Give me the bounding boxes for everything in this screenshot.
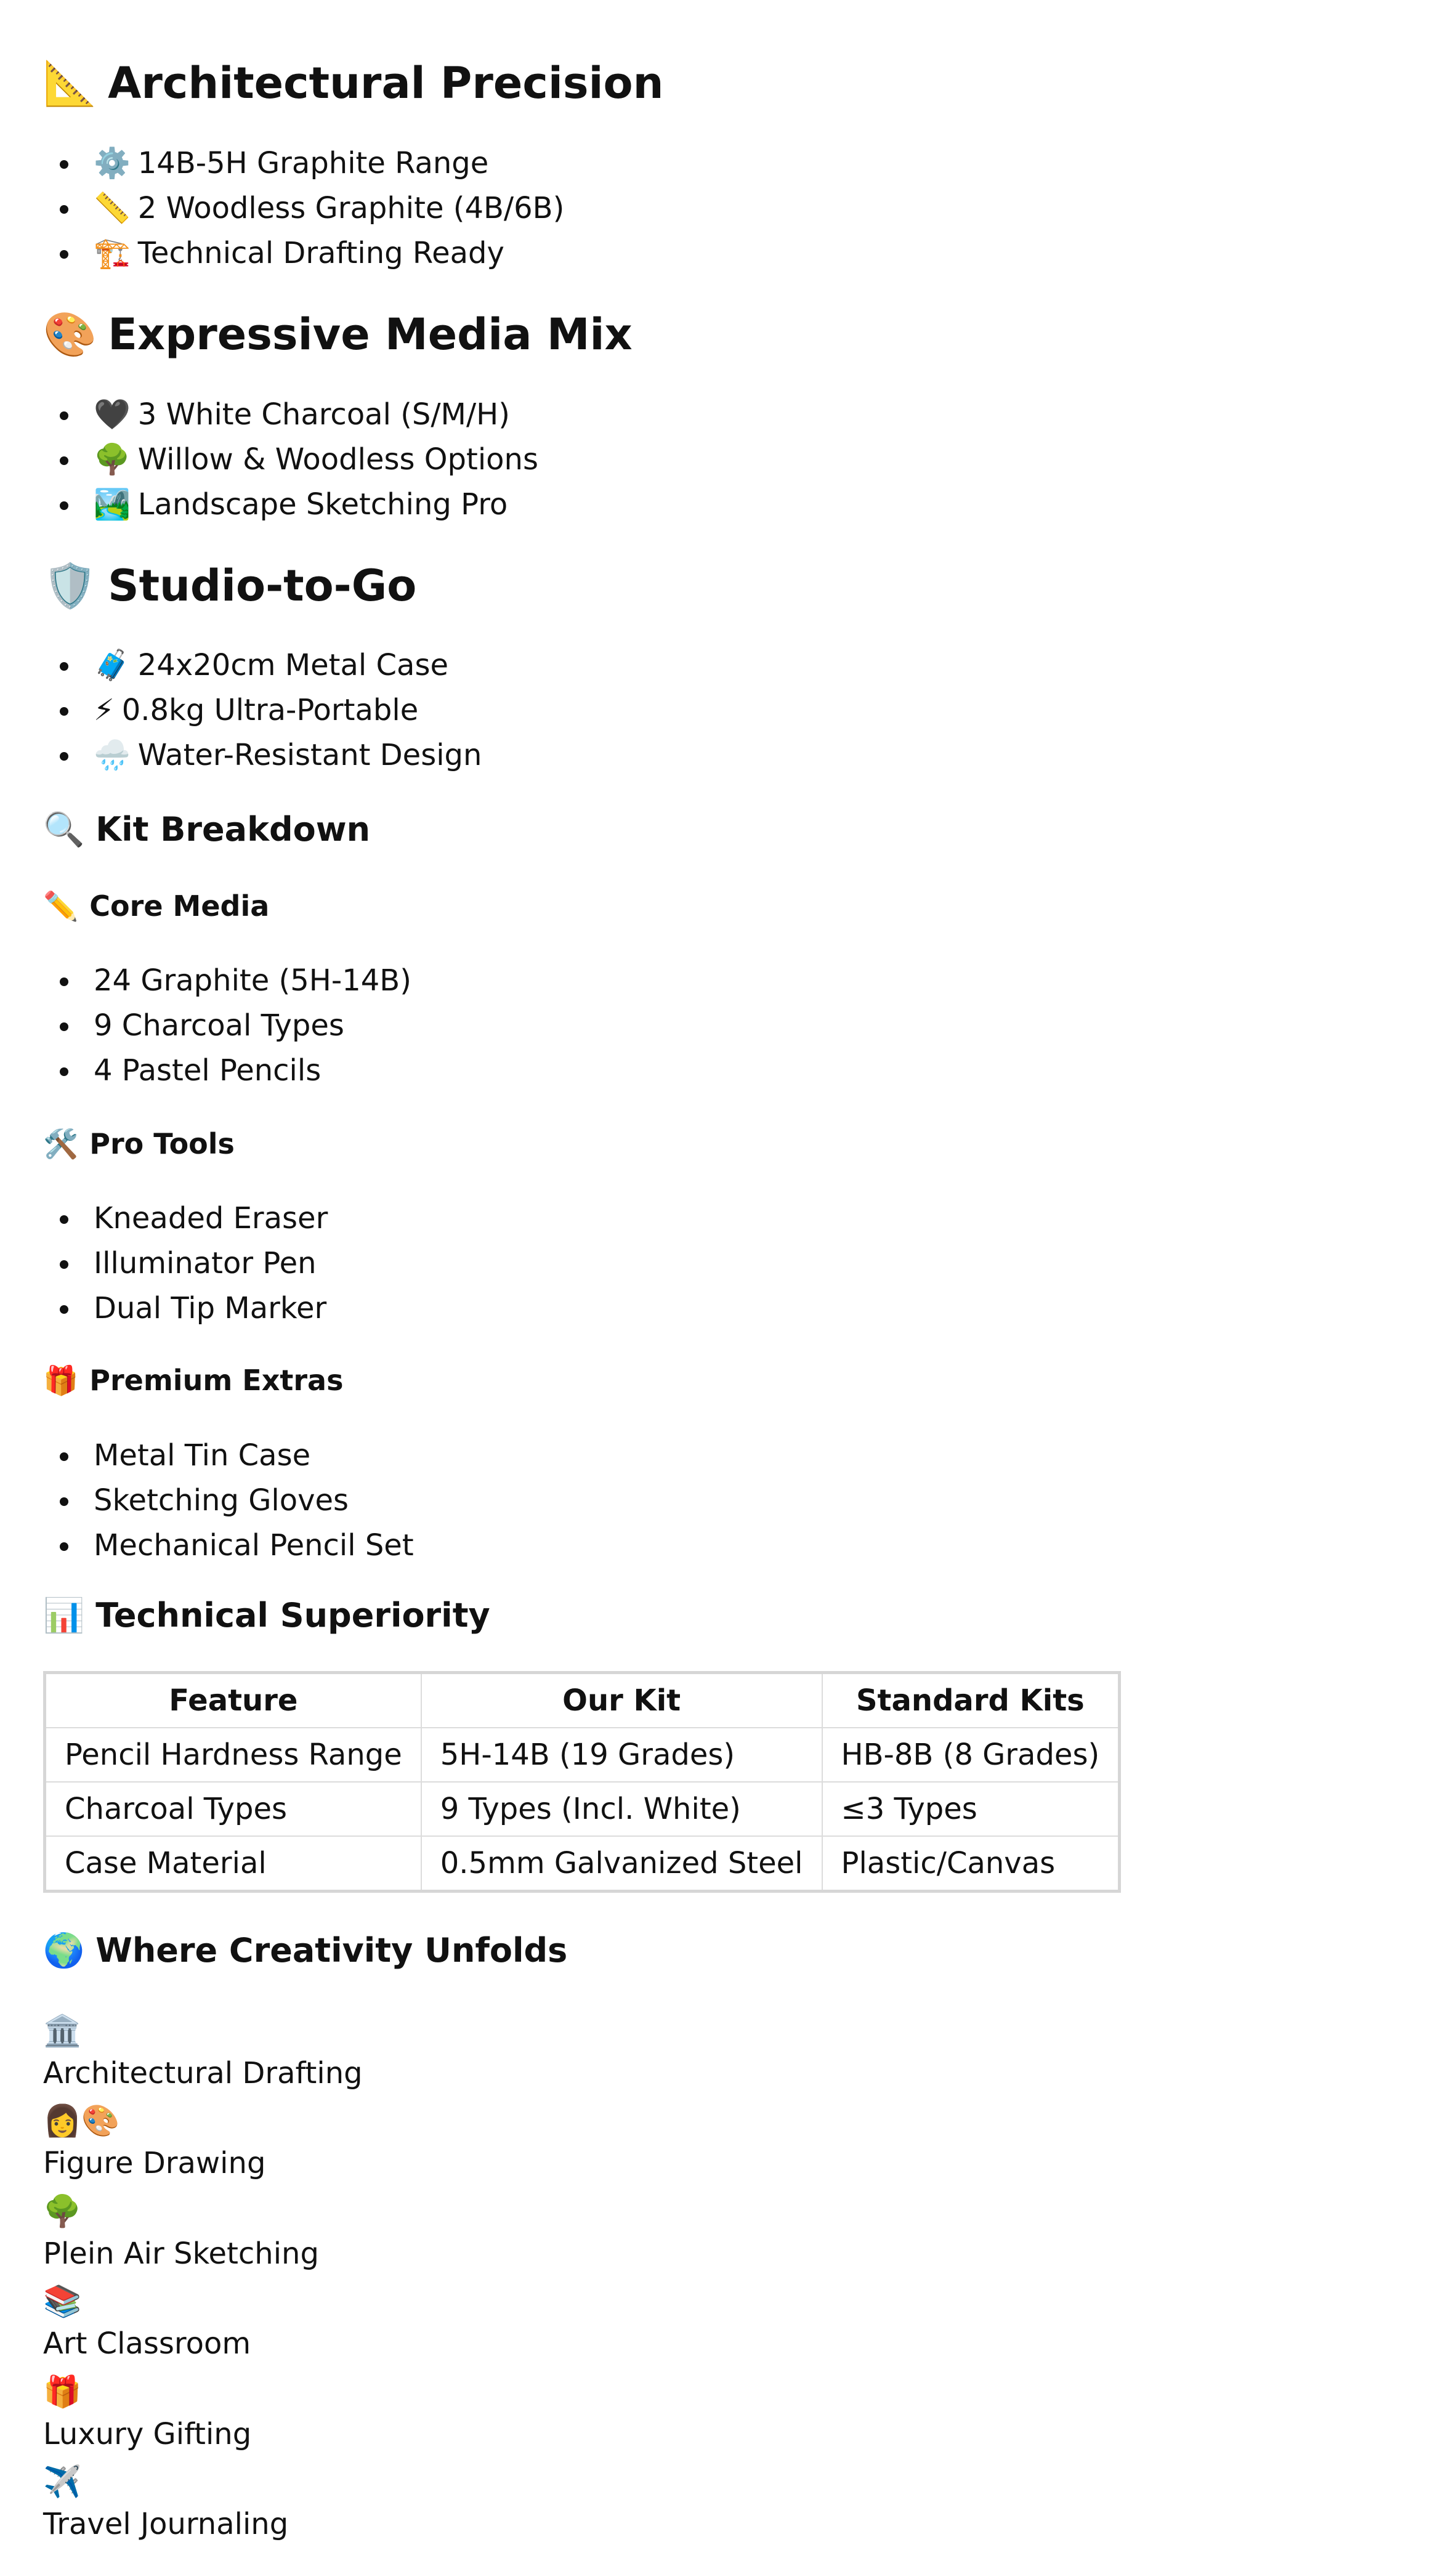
list-item: Metal Tin Case — [0, 1433, 414, 1478]
globe-icon: 🌍 — [43, 1931, 85, 1970]
construction-icon: 🏗️ — [94, 236, 131, 270]
table-row — [45, 1782, 1120, 1836]
airplane-icon: ✈️ — [43, 2464, 82, 2499]
bar-chart-icon: 📊 — [43, 1596, 85, 1635]
table-cell: Charcoal Types — [45, 1782, 421, 1836]
triangular-ruler-icon: 📐 — [43, 58, 97, 108]
list-item: Dual Tip Marker — [0, 1286, 328, 1331]
gift-icon: 🎁 — [43, 2374, 82, 2410]
section-title-architectural-precision: 📐 Architectural Precision — [43, 58, 664, 108]
gift-icon: 🎁 — [43, 1364, 79, 1397]
books-icon: 📚 — [43, 2283, 82, 2319]
tree-icon: 🌳 — [94, 442, 131, 477]
group-title-premium-extras: 🎁 Premium Extras — [43, 1364, 344, 1397]
table-cell: Case Material — [45, 1836, 421, 1892]
use-case-label: Figure Drawing — [43, 2146, 266, 2180]
lightning-icon: ⚡ — [94, 693, 115, 727]
studio-feature-list — [0, 643, 482, 778]
section-title-kit-breakdown: 🔍 Kit Breakdown — [43, 810, 371, 849]
table-cell: Plastic/Canvas — [822, 1836, 1120, 1892]
list-item: 🏞️ Landscape Sketching Pro — [0, 482, 538, 527]
use-case-label: Plein Air Sketching — [43, 2236, 319, 2271]
section-title-where-creativity-unfolds: 🌍 Where Creativity Unfolds — [43, 1931, 568, 1970]
table-cell: ≤3 Types — [822, 1782, 1120, 1836]
rain-cloud-icon: 🌧️ — [94, 738, 131, 772]
comparison-table — [43, 1671, 1121, 1893]
table-cell: 0.5mm Galvanized Steel — [421, 1836, 822, 1892]
artist-palette-icon: 👩🎨 — [43, 2103, 120, 2139]
list-item: 🧳 24x20cm Metal Case — [0, 643, 482, 688]
use-case-label: Art Classroom — [43, 2326, 251, 2361]
group-title-pro-tools: 🛠️ Pro Tools — [43, 1127, 235, 1160]
gear-icon: ⚙️ — [94, 146, 131, 180]
table-row — [45, 1836, 1120, 1892]
tree-icon: 🌳 — [43, 2193, 82, 2229]
table-row — [45, 1728, 1120, 1782]
list-item: 🌧️ Water-Resistant Design — [0, 733, 482, 778]
section-title-technical-superiority: 📊 Technical Superiority — [43, 1596, 490, 1635]
media-feature-list — [0, 392, 538, 527]
list-item: ⚡ 0.8kg Ultra-Portable — [0, 688, 482, 733]
table-cell: Pencil Hardness Range — [45, 1728, 421, 1782]
classical-building-icon: 🏛️ — [43, 2013, 82, 2049]
list-item: 4 Pastel Pencils — [0, 1048, 411, 1093]
section-title-expressive-media-mix: 🎨 Expressive Media Mix — [43, 309, 633, 360]
list-item: Sketching Gloves — [0, 1478, 414, 1523]
luggage-icon: 🧳 — [94, 648, 131, 682]
table-cell: 5H-14B (19 Grades) — [421, 1728, 822, 1782]
list-item: ⚙️ 14B-5H Graphite Range — [0, 141, 564, 186]
palette-icon: 🎨 — [43, 309, 97, 360]
group-title-core-media: ✏️ Core Media — [43, 889, 270, 923]
list-item: Mechanical Pencil Set — [0, 1523, 414, 1568]
landscape-icon: 🏞️ — [94, 487, 131, 522]
section-title-studio-to-go: 🛡️ Studio-to-Go — [43, 561, 417, 611]
list-item: 🌳 Willow & Woodless Options — [0, 437, 538, 482]
shield-icon: 🛡️ — [43, 561, 97, 611]
premium-extras-list — [0, 1433, 414, 1568]
list-item: 🏗️ Technical Drafting Ready — [0, 231, 564, 276]
core-media-list — [0, 958, 411, 1093]
tools-icon: 🛠️ — [43, 1127, 79, 1160]
list-item: 9 Charcoal Types — [0, 1003, 411, 1048]
use-case-label: Travel Journaling — [43, 2507, 289, 2541]
use-case-label: Luxury Gifting — [43, 2417, 252, 2451]
pro-tools-list — [0, 1196, 328, 1331]
column-header: Our Kit — [421, 1673, 822, 1728]
list-item: Kneaded Eraser — [0, 1196, 328, 1241]
list-item: 🖤 3 White Charcoal (S/M/H) — [0, 392, 538, 437]
magnifier-icon: 🔍 — [43, 810, 85, 849]
table-header-row — [45, 1673, 1120, 1728]
black-heart-icon: 🖤 — [94, 397, 131, 432]
column-header: Feature — [45, 1673, 421, 1728]
list-item: 24 Graphite (5H-14B) — [0, 958, 411, 1003]
ruler-icon: 📏 — [94, 191, 131, 225]
list-item: Illuminator Pen — [0, 1241, 328, 1286]
use-case-label: Architectural Drafting — [43, 2056, 363, 2090]
column-header: Standard Kits — [822, 1673, 1120, 1728]
precision-feature-list — [0, 141, 564, 276]
table-cell: HB-8B (8 Grades) — [822, 1728, 1120, 1782]
list-item: 📏 2 Woodless Graphite (4B/6B) — [0, 186, 564, 231]
pencil-icon: ✏️ — [43, 889, 79, 923]
table-cell: 9 Types (Incl. White) — [421, 1782, 822, 1836]
